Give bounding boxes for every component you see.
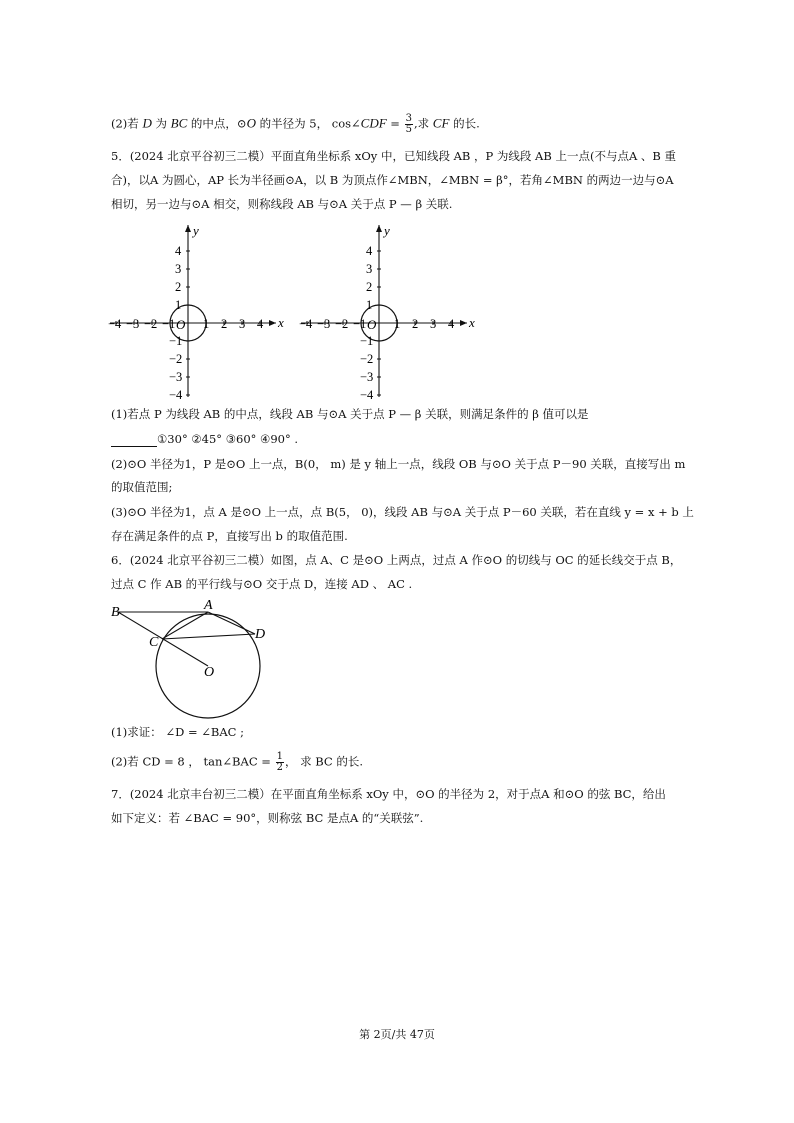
y-axis-label-right: y [384, 223, 390, 238]
y-arrow-left [185, 225, 191, 232]
label-d: D [255, 627, 266, 642]
answer-blank [111, 434, 157, 447]
origin-label-left: O [176, 317, 186, 332]
y-tick-label-right: 1 [366, 298, 373, 312]
circle-figure [100, 596, 300, 726]
label-c: C [149, 635, 159, 650]
y-tick-label-right: −4 [360, 388, 374, 402]
q5-line1: 5．(2024 北京平谷初三二模）平面直角坐标系 xOy 中，已知线段 AB ，P 为线段 AB 上一点(不与点A 、B 重 [111, 149, 677, 163]
label-b: B [111, 605, 120, 620]
x-tick-label-left: 4 [257, 317, 264, 331]
y-tick-label-right: 4 [366, 244, 373, 258]
y-tick-label-right: 2 [366, 280, 373, 294]
q7-line1: 7．(2024 北京丰台初三二模）在平面直角坐标系 xOy 中，⊙O 的半径为 2，对于点A 和⊙O 的弦 BC，给出 [111, 787, 666, 801]
q6-sub1: (1)求证： ∠D = ∠BAC ; [111, 725, 244, 739]
x-tick-label-left: 1 [203, 317, 210, 331]
q5-line3: 相切，另一边与⊙A 相交，则称线段 AB 与⊙A 关于点 P — β 关联. [111, 197, 453, 211]
x-tick-label-right: 3 [430, 317, 437, 331]
x-tick-label-left: −1 [162, 317, 176, 331]
y-tick-label-left: −2 [169, 352, 183, 366]
label-o: O [204, 665, 215, 680]
x-tick-label-left: 2 [221, 317, 228, 331]
q4-part2: (2)若 D 为 BC 的中点，⊙O 的半径为 5， cos∠CDF = $\frac{3}{5}$ ,求 CF 的长. [111, 113, 480, 135]
q6-sub2: (2)若 CD = 8 ， tan∠BAC = $\frac{1}{2}$ ， 求 BC 的长. [111, 751, 364, 773]
coordinate-figures [0, 215, 794, 405]
y-tick-label-left: −4 [169, 388, 183, 402]
y-tick-label-left: 1 [175, 298, 182, 312]
y-tick-label-left: 4 [175, 244, 182, 258]
y-tick-label-left: 2 [175, 280, 182, 294]
x-tick-label-left: −4 [108, 317, 122, 331]
x-tick-label-left: −3 [126, 317, 140, 331]
q5-sub2-a: (2)⊙O 半径为1，P 是⊙O 上一点，B(0， m) 是 y 轴上一点，线段 OB 与⊙O 关于点 P－90 关联，直接写出 m [111, 457, 686, 471]
y-arrow-right [376, 225, 382, 232]
q5-sub2-b: 的取值范围; [111, 480, 173, 494]
x-tick-label-right: −2 [335, 317, 349, 331]
segment-ac [162, 612, 208, 639]
y-tick-label-right: −2 [360, 352, 374, 366]
x-tick-label-right: −4 [299, 317, 313, 331]
x-tick-label-right: 2 [412, 317, 419, 331]
q5-sub1-b: ①30° ②45° ③60° ④90° . [111, 431, 298, 447]
origin-label-right: O [367, 317, 377, 332]
segment-ad [208, 612, 255, 634]
fraction-1-2: $\frac{1}{2}$ [276, 751, 283, 773]
y-tick-label-left: −3 [169, 370, 183, 384]
x-tick-label-left: −2 [144, 317, 158, 331]
y-tick-label-left: 3 [175, 262, 182, 276]
label-a: A [204, 598, 213, 613]
y-tick-label-right: −1 [360, 334, 374, 348]
q6-line1: 6．(2024 北京平谷初三二模）如图，点 A、C 是⊙O 上两点，过点 A 作⊙O 的切线与 OC 的延长线交于点 B， [111, 553, 682, 567]
fraction-3-5: $\frac{3}{5}$ [405, 113, 412, 135]
y-axis-label-left: y [193, 223, 199, 238]
q7-line2: 如下定义：若 ∠BAC = 90°，则称弦 BC 是点A 的“关联弦”. [111, 811, 424, 825]
q5-line2: 合)，以A 为圆心，AP 长为半径画⊙A，以 B 为顶点作∠MBN，∠MBN = β°，若角∠MBN 的两边一边与⊙A [111, 173, 674, 187]
q5-sub3-a: (3)⊙O 半径为1，点 A 是⊙O 上一点，点 B(5， 0)，线段 AB 与⊙A 关于点 P－60 关联，若在直线 y = x + b 上 [111, 505, 694, 519]
y-tick-label-left: −1 [169, 334, 183, 348]
x-arrow-left [269, 320, 276, 326]
q5-sub3-b: 存在满足条件的点 P，直接写出 b 的取值范围. [111, 529, 348, 543]
page-footer: 第 2页/共 47页 [359, 1028, 435, 1041]
q5-sub1-a: (1)若点 P 为线段 AB 的中点，线段 AB 与⊙A 关于点 P — β 关联，则满足条件的 β 值可以是 [111, 407, 589, 421]
x-tick-label-right: −1 [353, 317, 367, 331]
x-tick-label-right: 4 [448, 317, 455, 331]
x-axis-label-right: x [469, 315, 475, 330]
q6-line2: 过点 C 作 AB 的平行线与⊙O 交于点 D，连接 AD 、 AC . [111, 577, 413, 591]
y-tick-label-right: −3 [360, 370, 374, 384]
x-tick-label-right: −3 [317, 317, 331, 331]
x-arrow-right [460, 320, 467, 326]
segment-cd [162, 634, 255, 639]
y-tick-label-right: 3 [366, 262, 373, 276]
x-tick-label-left: 3 [239, 317, 246, 331]
x-axis-label-left: x [278, 315, 284, 330]
x-tick-label-right: 1 [394, 317, 401, 331]
